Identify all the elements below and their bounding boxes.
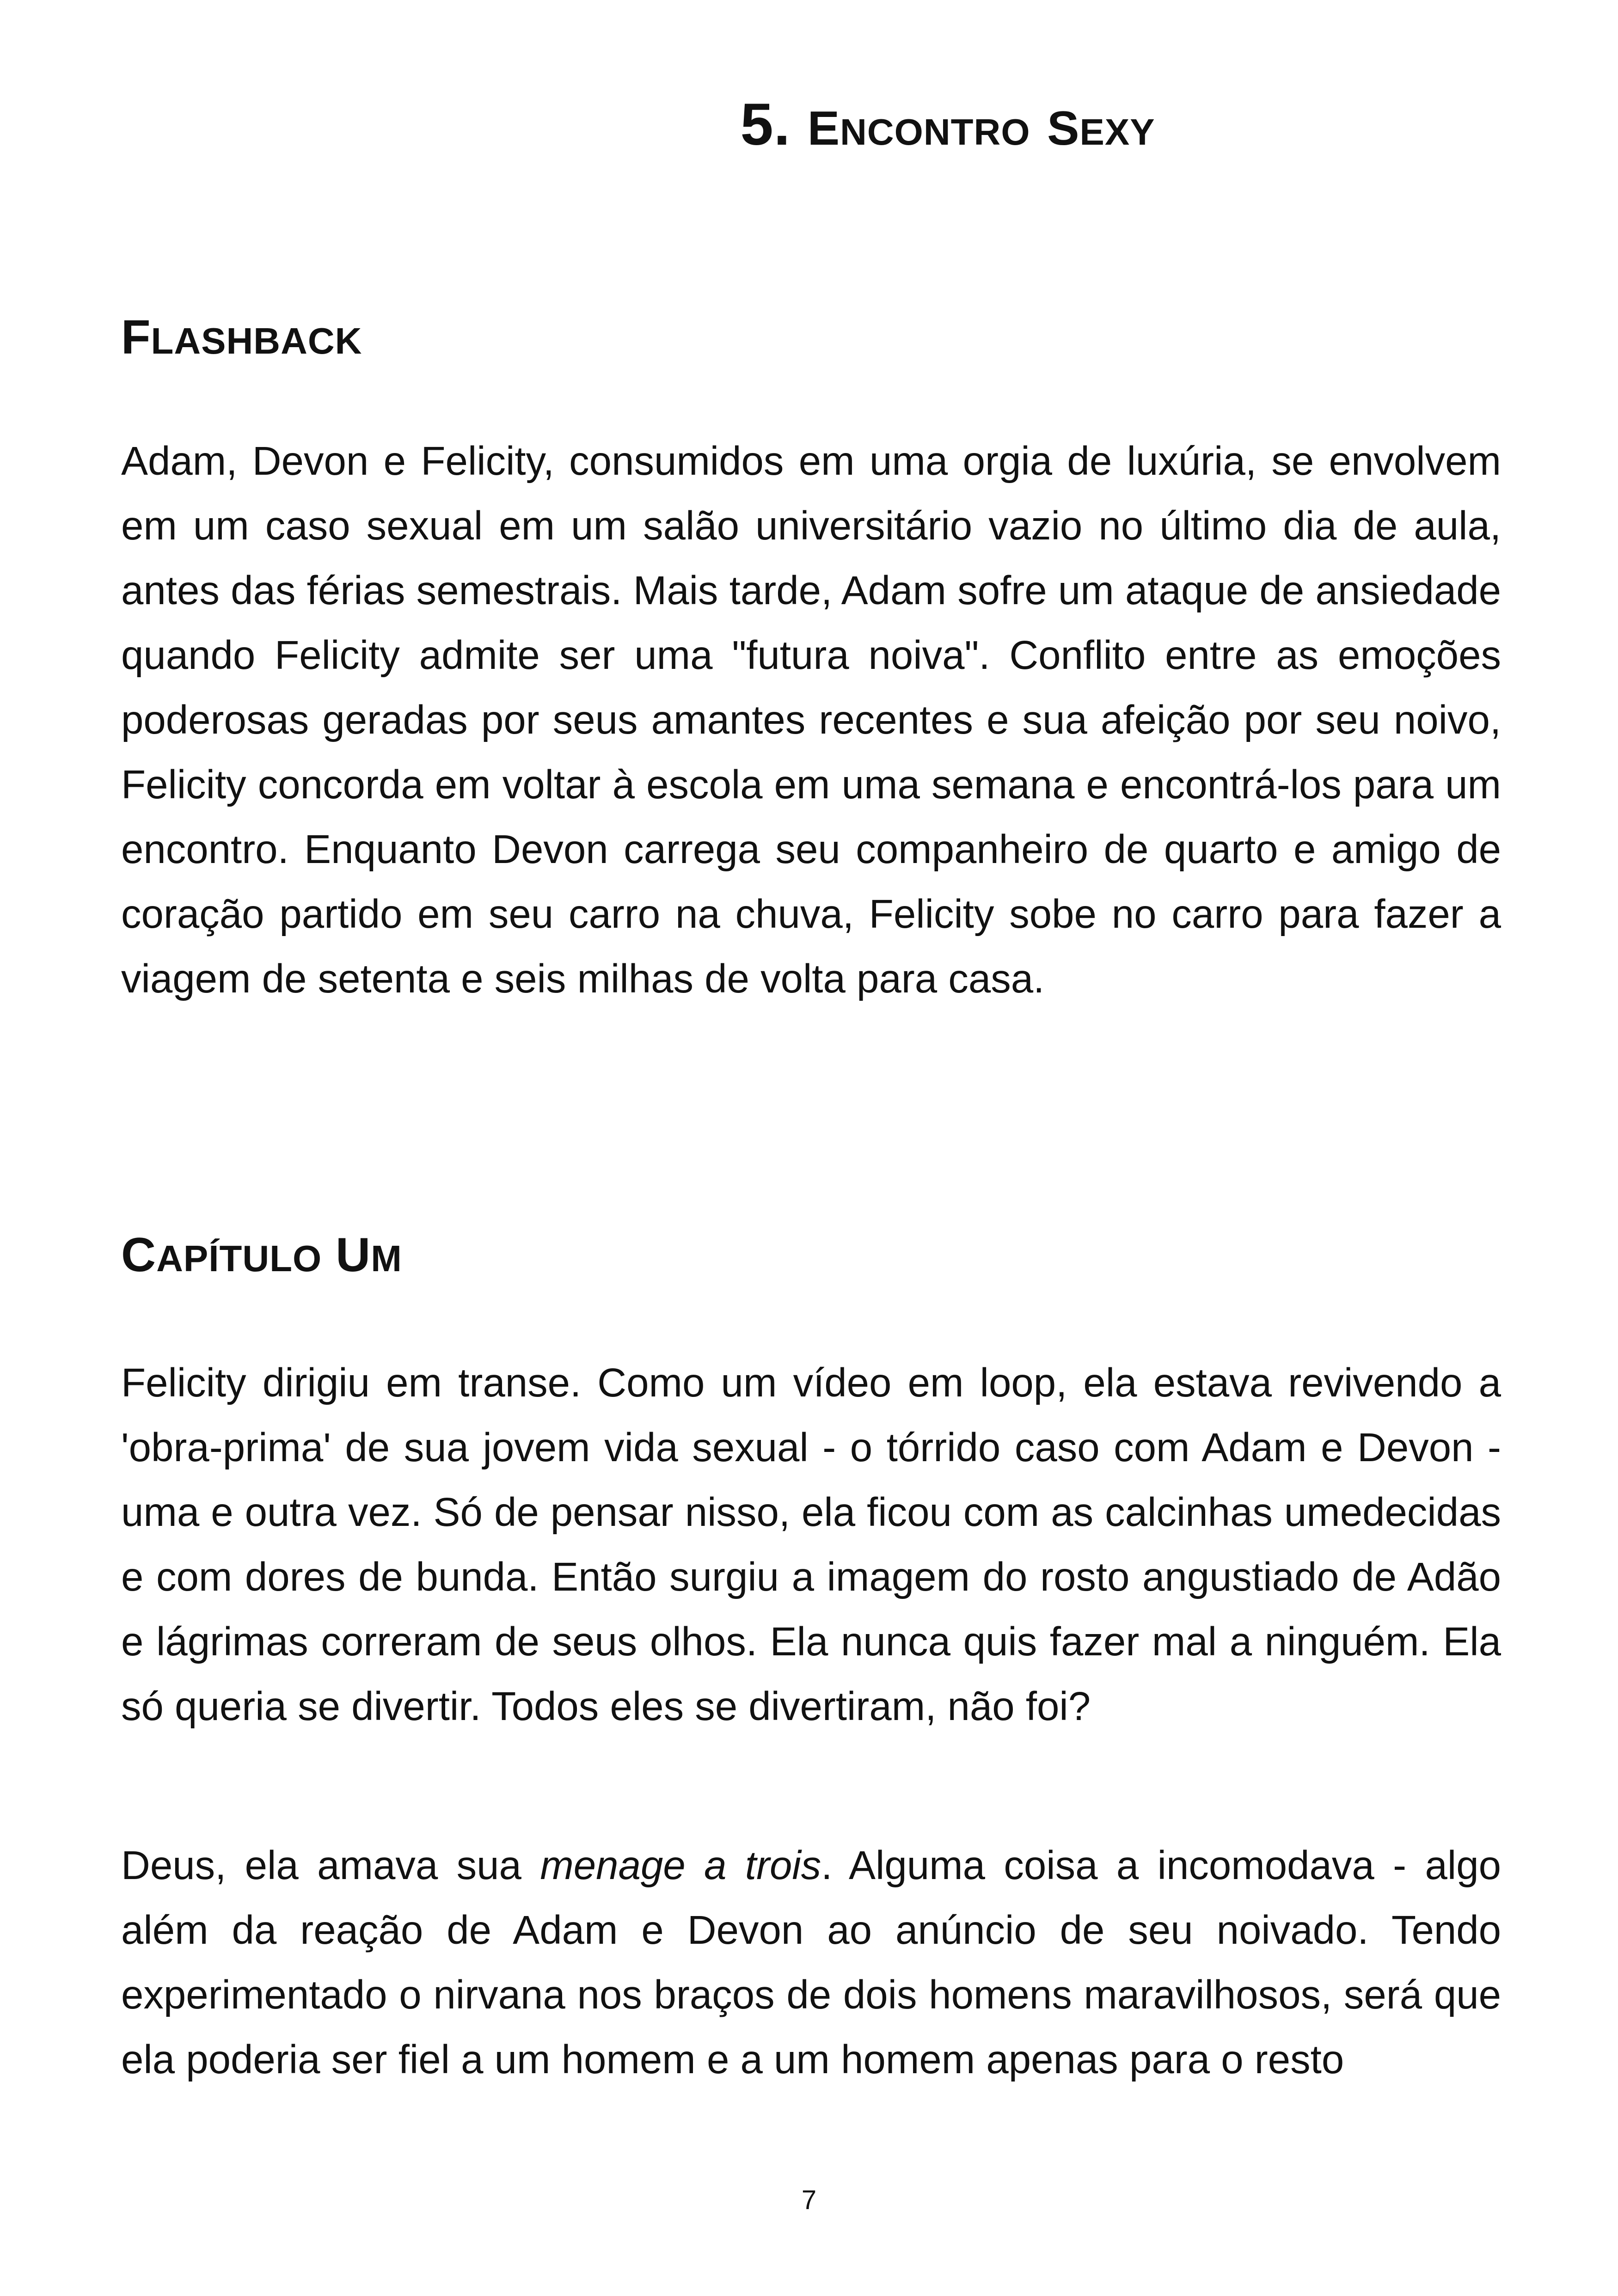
chapter-title-rest-2: EXY	[1079, 111, 1155, 153]
chapter-title	[0, 90, 1618, 167]
chapter-title-rest-1: NCONTRO	[840, 111, 1030, 153]
heading-initial-2: U	[336, 1228, 371, 1282]
paragraph-text-after-italic: . Alguma coisa a incomodava - algo além da reação de Adam e Devon ao anúncio de seu noivado. Tendo experimentado o nirvana nos braços de dois homens maravilhosos, será que ela poderia ser fiel a um homem e a um homem apenas para o resto	[121, 1843, 1501, 2082]
section-heading-capitulo-um	[121, 1225, 402, 1289]
heading-rest-2: M	[371, 1238, 402, 1279]
chapter-title-initial-1: E	[807, 102, 840, 155]
heading-initial: C	[121, 1228, 157, 1282]
heading-initial: F	[121, 311, 151, 364]
page-number: 7	[801, 2185, 817, 2215]
paragraph-text-before-italic: Deus, ela amava sua	[121, 1843, 540, 1888]
chapter-title-initial-2: S	[1047, 102, 1080, 155]
flashback-paragraph: Adam, Devon e Felicity, consumidos em uma orgia de luxúria, se envolvem em um caso sexual em um salão universitário vazio no último dia de aula, antes das férias semestrais. Mais tarde, Adam sofre um ataque de ansiedade quando Felicity admite ser uma "futura noiva". Conflito entre as emoções poderosas geradas por seus amantes recentes e sua afeição por seu noivo, Felicity concorda em voltar à escola em uma semana e encontrá-los para um encontro. Enquanto Devon carrega seu companheiro de quarto e amigo de coração partido em seu carro na chuva, Felicity sobe no carro para fazer a viagem de setenta e seis milhas de volta para casa.	[121, 439, 1501, 1001]
italic-phrase: menage a trois	[540, 1843, 821, 1888]
heading-rest: APÍTULO	[156, 1238, 322, 1279]
chapter-number: 5.	[740, 92, 791, 158]
chapter-paragraph-2	[121, 1833, 1501, 2092]
heading-rest: LASHBACK	[151, 320, 362, 361]
section-heading-flashback	[121, 307, 362, 371]
chapter-paragraph-1: Felicity dirigiu em transe. Como um vídeo em loop, ela estava revivendo a 'obra-prima' de sua jovem vida sexual - o tórrido caso com Adam e Devon - uma e outra vez. Só de pensar nisso, ela ficou com as calcinhas umedecidas e com dores de bunda. Então surgiu a imagem do rosto angustiado de Adão e lágrimas correram de seus olhos. Ela nunca quis fazer mal a ninguém. Ela só queria se divertir. Todos eles se divertiram, não foi?	[121, 1360, 1501, 1729]
